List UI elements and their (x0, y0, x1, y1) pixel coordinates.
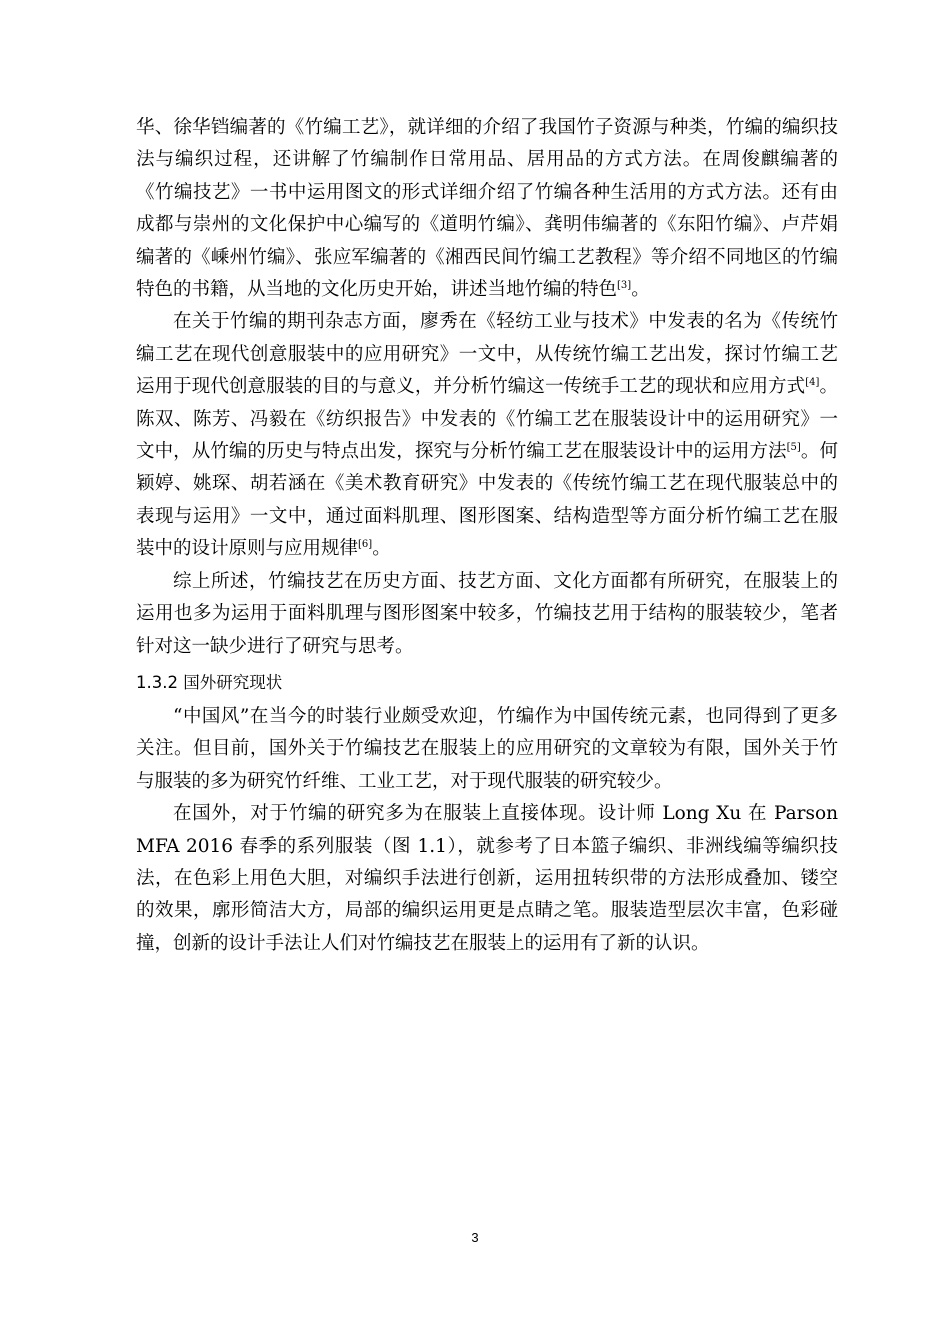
citation-ref: [3] (617, 280, 632, 292)
paragraph-foreign-designer: 在国外，对于竹编的研究多为在服装上直接体现。设计师 Long Xu 在 Parson MFA 2016 春季的系列服装（图 1.1），就参考了日本篮子编织、非洲线编等编织技法，在色彩上用色大胆，对编织手法进行创新，运用扭转织带的方法形成叠加、镂空的效果，廓形简洁大方，局部的编织运用更是点睛之笔。服装造型层次丰富，色彩碰撞，创新的设计手法让人们对竹编技艺在服装上的运用有了新的认识。 (136, 803, 838, 954)
paragraph-journal-references (136, 306, 838, 565)
paragraph-text: 在关于竹编的期刊杂志方面，廖秀在《轻纺工业与技术》中发表的名为《传统竹编工艺在现代创意服装中的应用研究》一文中，从传统竹编工艺出发，探讨竹编工艺运用于现代创意服装的目的与意义，并分析竹编这一传统手工艺的现状和应用方式 (136, 311, 838, 398)
paragraph-foreign-overview: “中国风”在当今的时装行业颇受欢迎，竹编作为中国传统元素，也同得到了更多关注。但目前，国外关于竹编技艺在服装上的应用研究的文章较为有限，国外关于竹与服装的多为研究竹纤维、工业工艺，对于现代服装的研究较少。 (136, 705, 838, 792)
section-heading: 1.3.2 国外研究现状 (136, 672, 283, 692)
paragraph-book-references (136, 112, 838, 306)
citation-ref: [5] (786, 442, 801, 454)
citation-ref: [6] (358, 539, 373, 551)
paragraph-text: 华、徐华铛编著的《竹编工艺》，就详细的介绍了我国竹子资源与种类，竹编的编织技法与编织过程，还讲解了竹编制作日常用品、居用品的方式方法。在周俊麒编著的《竹编技艺》一书中运用图文的形式详细介绍了竹编各种生活用的方式方法。还有由成都与崇州的文化保护中心编写的《道明竹编》、龚明伟编著的《东阳竹编》、卢芹娟编著的《嵊州竹编》、张应军编著的《湘西民间竹编工艺教程》等介绍不同地区的竹编特色的书籍，从当地的文化历史开始，讲述当地竹编的特色 (136, 117, 838, 301)
paragraph-text: 。 (372, 538, 391, 560)
page-number: 3 (471, 1230, 479, 1245)
paragraph-text: 。何颖婷、姚琛、胡若涵在《美术教育研究》中发表的《传统竹编工艺在现代服装总中的表现与运用》一文中，通过面料肌理、图形图案、结构造型等方面分析竹编工艺在服装中的设计原则与应用规律 (136, 441, 838, 560)
paragraph-text: 。 (631, 279, 650, 301)
paragraph-text: 。陈双、陈芳、冯毅在《纺织报告》中发表的《竹编工艺在服装设计中的运用研究》一文中，从竹编的历史与特点出发，探究与分析竹编工艺在服装设计中的运用方法 (136, 376, 838, 463)
body-text (136, 112, 838, 960)
citation-ref: [4] (805, 377, 820, 389)
paragraph-summary: 综上所述，竹编技艺在历史方面、技艺方面、文化方面都有所研究，在服装上的运用也多为运用于面料肌理与图形图案中较多，竹编技艺用于结构的服装较少，笔者针对这一缺少进行了研究与思考。 (136, 570, 838, 657)
